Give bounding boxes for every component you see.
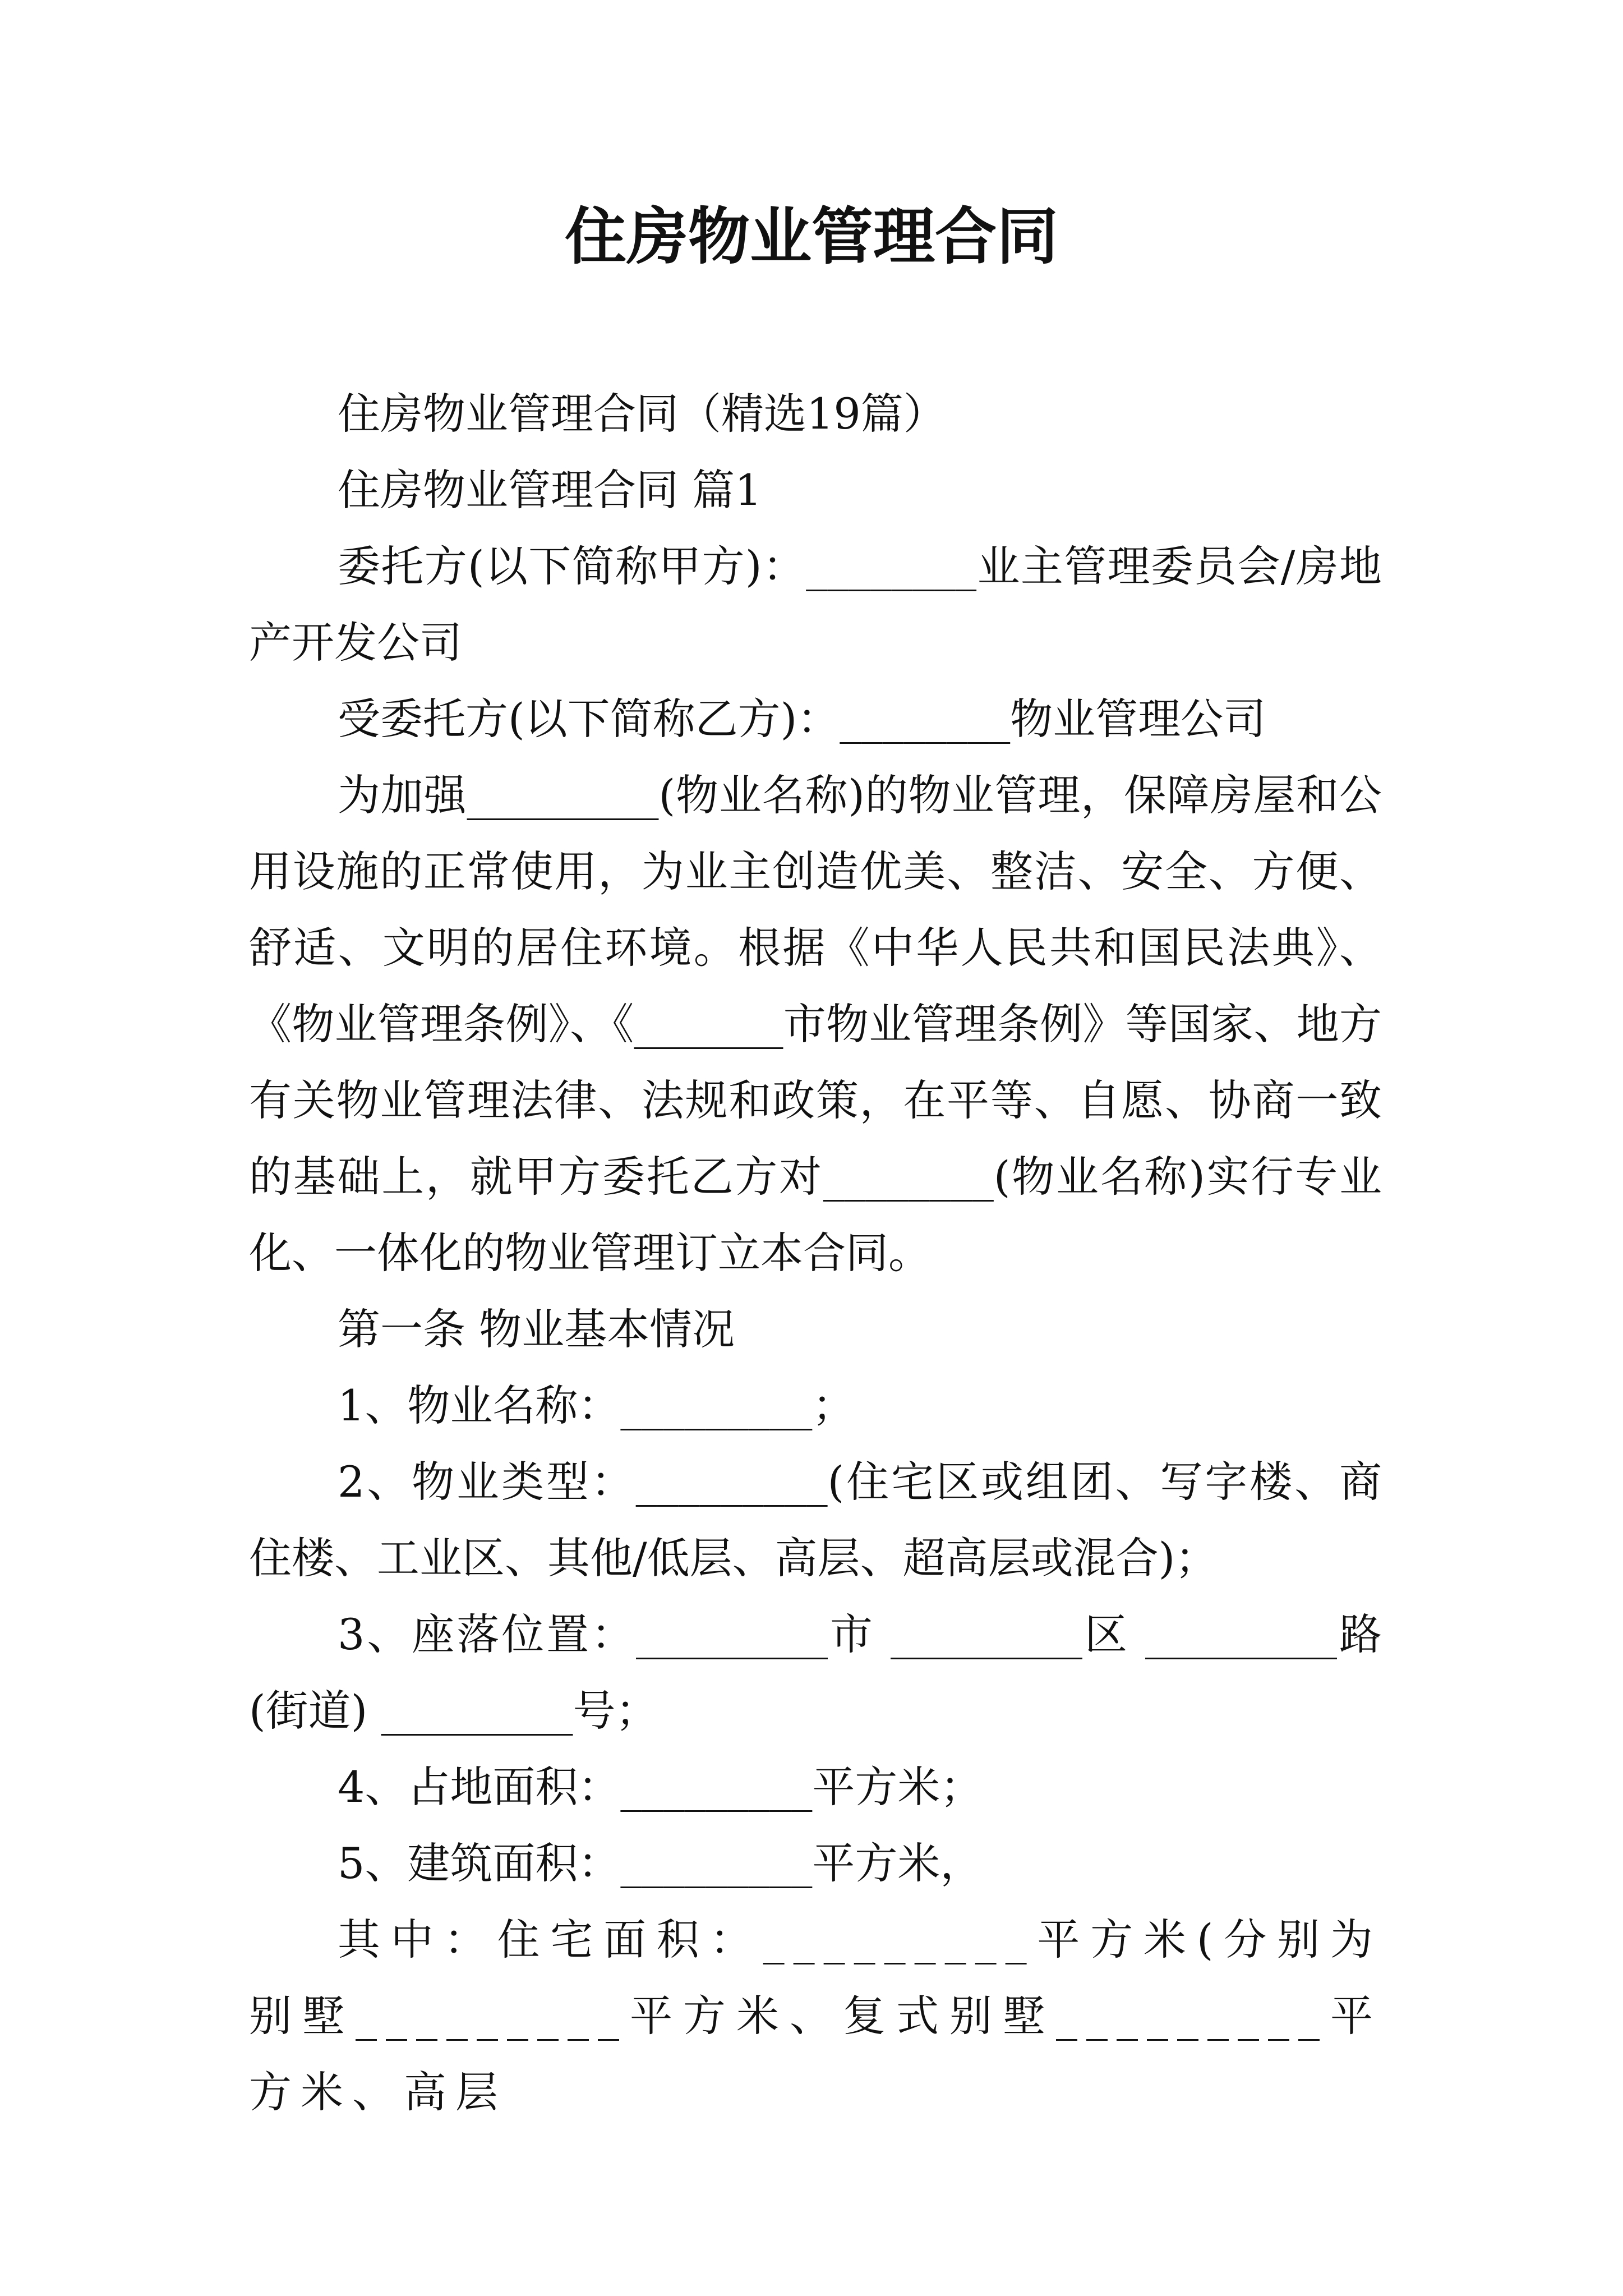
list-item-property-name: 1、物业名称：_________； (338, 1381, 855, 1430)
paragraph-intro: 住房物业管理合同（精选19篇） (338, 389, 946, 439)
paragraph-residential-area: 其中：住宅面积：_________平方米(分别为别墅_________平方米、复式别墅_________平方米、高层 (249, 1915, 1382, 2117)
paragraph-party-a: 委托方(以下简称甲方)：________业主管理委员会/房地产开发公司 (249, 541, 1382, 668)
list-item-building-area: 5、建筑面积：_________平方米， (338, 1838, 983, 1888)
list-item-location: 3、座落位置：_________市 _________区 _________路(街道) _________号； (249, 1609, 1382, 1736)
paragraph-party-b: 受委托方(以下简称乙方)：________物业管理公司 (338, 694, 1266, 744)
paragraph-purpose: 为加强_________(物业名称)的物业管理，保障房屋和公用设施的正常使用，为业主创造优美、整洁、安全、方便、舒适、文明的居住环境。根据《中华人民共和国民法典》、《物业管理条例》、《_______市物业管理条例》等国家、地方有关物业管理法律、法规和政策，在平等、自愿、协商一致的基础上，就甲方委托乙方对________(物业名称)实行专业化、一体化的物业管理订立本合同。 (249, 770, 1382, 1278)
document-body (249, 376, 1382, 2131)
list-item-land-area: 4、占地面积：_________平方米； (338, 1762, 983, 1812)
article-heading: 第一条 物业基本情况 (338, 1304, 735, 1354)
document-title: 住房物业管理合同 (565, 201, 1058, 273)
list-item-property-type: 2、物业类型：_________(住宅区或组团、写字楼、商住楼、工业区、其他/低层、高层、超高层或混合)； (249, 1457, 1382, 1583)
paragraph-piece-heading: 住房物业管理合同 篇1 (338, 465, 762, 515)
